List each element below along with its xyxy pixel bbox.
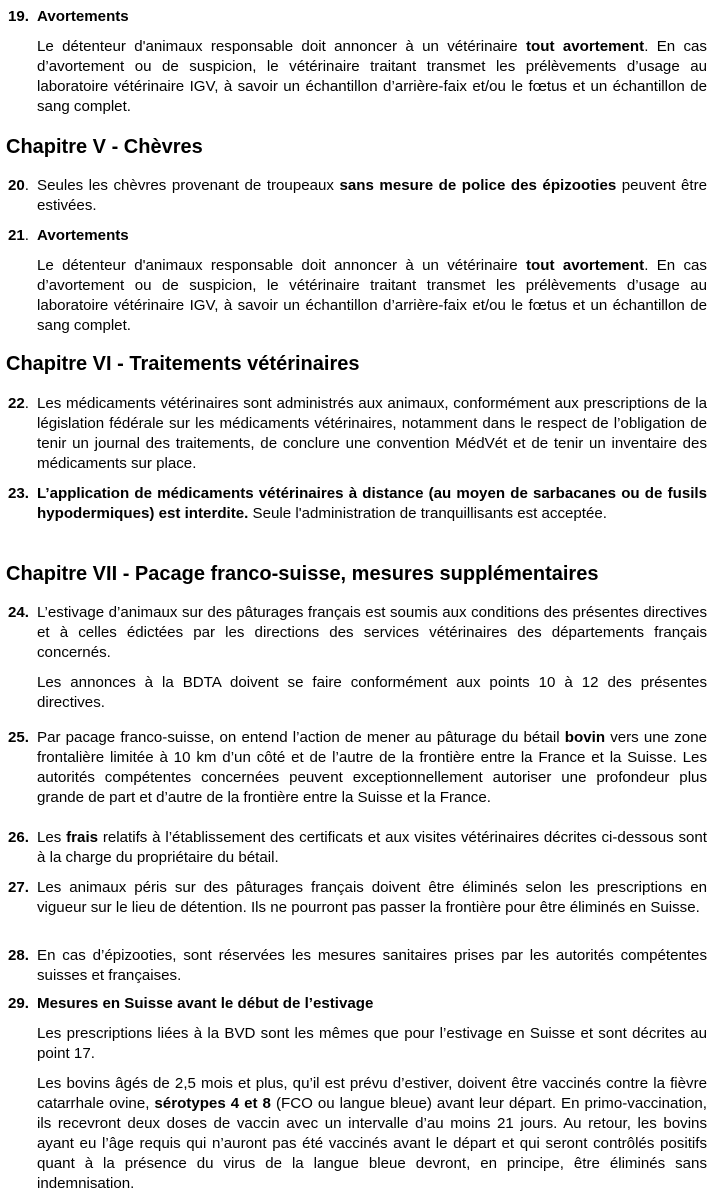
- item-19: [0, 7, 707, 117]
- item-paragraph: Les frais relatifs à l’établissement des certificats et aux visites vétérinaires décrites ci-dessous sont à la charge du propriétaire du bétail.: [37, 829, 707, 866]
- item-paragraph: En cas d’épizooties, sont réservées les mesures sanitaires prises par les autorités compétentes suisses et françaises.: [37, 947, 707, 984]
- item-number: 24.: [8, 604, 29, 621]
- chapter-heading-vi: Chapitre VI - Traitements vétérinaires: [6, 353, 360, 375]
- item-20: [0, 176, 707, 216]
- item-number: 21.: [8, 227, 29, 244]
- item-number: 20.: [8, 177, 29, 194]
- item-paragraph: Le détenteur d'animaux responsable doit annoncer à un vétérinaire tout avortement. En cas d’avortement ou de suspicion, le vétérinaire traitant transmet les prélèvements d’usage au laboratoire vétérinaire IGV, à savoir un échantillon d’arrière-faix et/ou le fœtus et un échantillon de sang complet.: [37, 257, 707, 334]
- item-paragraph: Les annonces à la BDTA doivent se faire conformément aux points 10 à 12 des présentes directives.: [37, 674, 707, 711]
- item-number: 26.: [8, 829, 29, 846]
- item-paragraph: Les bovins âgés de 2,5 mois et plus, qu’il est prévu d’estiver, doivent être vaccinés contre la fièvre catarrhale ovine, sérotypes 4 et 8 (FCO ou langue bleue) avant leur départ. En primo-vaccination, ils recevront deux doses de vaccin avec un intervalle d’au moins 21 jours. Au retour, les bovins ayant eu l’âge requis qui n’auront pas été vaccinés avant le départ et qui seront contrôlés positifs quant à la présence du virus de la langue bleue devront, en principe, être éliminés sans indemnisation.: [37, 1075, 707, 1192]
- item-25: [0, 728, 707, 808]
- item-22: [0, 394, 707, 474]
- item-number: 22.: [8, 395, 29, 412]
- item-title: Avortements: [37, 8, 129, 25]
- item-number: 27.: [8, 879, 29, 896]
- item-29: [0, 994, 707, 1194]
- item-paragraph: Par pacage franco-suisse, on entend l’action de mener au pâturage du bétail bovin vers une zone frontalière limitée à 10 km d’un côté et de l’autre de la frontière entre la France et la Suisse. Les autorités compétentes concernées peuvent exceptionnellement autoriser une profondeur plus grande de part et d’autre de la frontière entre la Suisse et la France.: [37, 729, 707, 806]
- item-paragraph: Les médicaments vétérinaires sont administrés aux animaux, conformément aux prescriptions de la législation fédérale sur les médicaments vétérinaires, notamment dans le respect de l’obligation de tenir un journal des traitements, de conclure une convention MédVét et de tenir un inventaire des médicaments sur place.: [37, 395, 707, 472]
- item-paragraph: L’application de médicaments vétérinaires à distance (au moyen de sarbacanes ou de fusils hypodermiques) est interdite. Seule l'administration de tranquillisants est acceptée.: [37, 485, 707, 522]
- item-21: [0, 226, 707, 336]
- item-28: [0, 946, 707, 986]
- item-number: 19.: [8, 8, 29, 25]
- item-title: Avortements: [37, 227, 129, 244]
- chapter-heading-vii: Chapitre VII - Pacage franco-suisse, mesures supplémentaires: [6, 563, 599, 585]
- item-paragraph: Les prescriptions liées à la BVD sont les mêmes que pour l’estivage en Suisse et sont décrites au point 17.: [37, 1025, 707, 1062]
- item-26: [0, 828, 707, 868]
- item-27: [0, 878, 707, 918]
- item-paragraph: Seules les chèvres provenant de troupeaux sans mesure de police des épizooties peuvent être estivées.: [37, 177, 707, 214]
- item-paragraph: Les animaux péris sur des pâturages français doivent être éliminés selon les prescriptions en vigueur sur le lieu de détention. Ils ne pourront pas passer la frontière pour être éliminés en Suisse.: [37, 879, 707, 916]
- item-24: [0, 603, 707, 713]
- item-title: Mesures en Suisse avant le début de l’estivage: [37, 995, 374, 1012]
- item-23: [0, 484, 707, 524]
- item-number: 25.: [8, 729, 29, 746]
- item-number: 23.: [8, 485, 29, 502]
- item-paragraph: L’estivage d’animaux sur des pâturages français est soumis aux conditions des présentes directives et à celles édictées par les directions des services vétérinaires des départements français concernés.: [37, 604, 707, 661]
- item-paragraph: Le détenteur d'animaux responsable doit annoncer à un vétérinaire tout avortement. En cas d’avortement ou de suspicion, le vétérinaire traitant transmet les prélèvements d’usage au laboratoire vétérinaire IGV, à savoir un échantillon d’arrière-faix et/ou le fœtus et un échantillon de sang complet.: [37, 38, 707, 115]
- item-number: 29.: [8, 995, 29, 1012]
- item-number: 28.: [8, 947, 29, 964]
- chapter-heading-v: Chapitre V - Chèvres: [6, 136, 203, 158]
